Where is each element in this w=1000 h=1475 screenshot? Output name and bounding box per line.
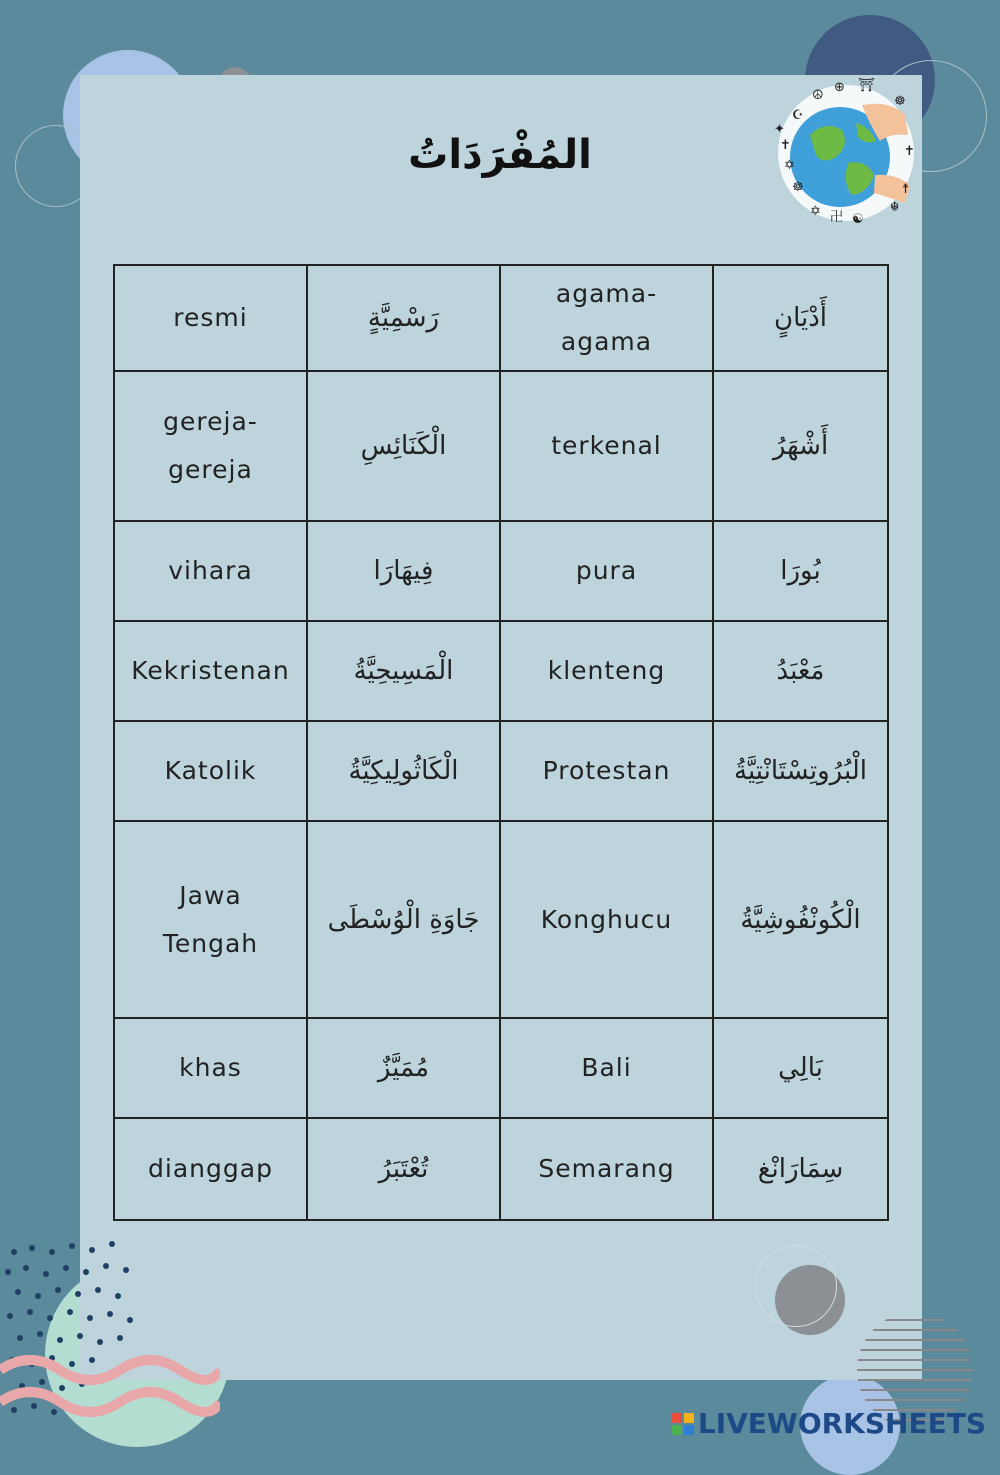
vocabulary-table <box>113 264 889 1221</box>
vocab-cell-indonesian: dianggap <box>114 1118 307 1220</box>
vocab-row <box>114 1118 888 1220</box>
vocab-cell-arabic: مَعْبَدُ <box>713 621 888 721</box>
vocab-cell-indonesian: Kekristenan <box>114 621 307 721</box>
svg-text:☸: ☸ <box>792 180 804 195</box>
vocab-cell-arabic: فِيهَارَا <box>307 521 500 621</box>
svg-text:☬: ☬ <box>890 200 900 215</box>
vocab-cell-arabic: تُعْتَبَرُ <box>307 1118 500 1220</box>
vocab-cell-arabic: الْبُرُوتِسْتَانْتِيَّةُ <box>713 721 888 821</box>
vocab-row <box>114 821 888 1018</box>
vocab-row <box>114 265 888 371</box>
vocab-cell-arabic: بُورَا <box>713 521 888 621</box>
svg-text:✦: ✦ <box>774 122 785 137</box>
vocab-cell-indonesian: Jawa Tengah <box>114 821 307 1018</box>
vocab-cell-indonesian: Konghucu <box>500 821 713 1018</box>
svg-text:✡: ✡ <box>784 158 795 173</box>
svg-text:✝: ✝ <box>904 144 915 159</box>
vocab-cell-indonesian: klenteng <box>500 621 713 721</box>
vocab-cell-arabic: الْكُونْفُوشِيَّةُ <box>713 821 888 1018</box>
vocab-cell-indonesian: pura <box>500 521 713 621</box>
svg-text:☨: ☨ <box>902 182 910 197</box>
svg-text:☸: ☸ <box>894 94 906 109</box>
vocab-cell-arabic: الْكَاثُولِيكِيَّةُ <box>307 721 500 821</box>
svg-text:卍: 卍 <box>830 210 844 225</box>
vocab-cell-arabic: أَشْهَرُ <box>713 371 888 521</box>
vocab-cell-indonesian: Protestan <box>500 721 713 821</box>
svg-text:⊕: ⊕ <box>834 80 845 95</box>
vocab-cell-indonesian: resmi <box>114 265 307 371</box>
liveworksheets-logo-icon <box>672 1413 694 1435</box>
vocab-row <box>114 521 888 621</box>
vocab-cell-indonesian: agama-agama <box>500 265 713 371</box>
svg-text:⛩: ⛩ <box>858 78 875 93</box>
svg-text:☪: ☪ <box>792 108 804 123</box>
svg-text:✡: ✡ <box>810 204 821 219</box>
vocab-cell-arabic: الْمَسِيحِيَّةُ <box>307 621 500 721</box>
vocab-row <box>114 721 888 821</box>
vocab-cell-arabic: أَدْيَانٍ <box>713 265 888 371</box>
vocab-cell-indonesian: terkenal <box>500 371 713 521</box>
vocab-cell-arabic: الْكَنَائِسِ <box>307 371 500 521</box>
vocab-cell-arabic: جَاوَةِ الْوُسْطَى <box>307 821 500 1018</box>
svg-text:☯: ☯ <box>852 212 864 227</box>
vocab-cell-arabic: سِمَارَانْغ <box>713 1118 888 1220</box>
vocab-row <box>114 621 888 721</box>
watermark <box>672 1407 986 1440</box>
vocab-cell-indonesian: Bali <box>500 1018 713 1118</box>
vocab-cell-indonesian: gereja- gereja <box>114 371 307 521</box>
page-title: المُفْرَدَاتُ <box>408 132 592 178</box>
vocab-row <box>114 1018 888 1118</box>
svg-text:✝: ✝ <box>780 138 791 153</box>
vocab-cell-indonesian: khas <box>114 1018 307 1118</box>
vocab-cell-arabic: رَسْمِيَّةٍ <box>307 265 500 371</box>
vocab-cell-indonesian: Semarang <box>500 1118 713 1220</box>
vocab-cell-arabic: بَالِي <box>713 1018 888 1118</box>
decor-ring-bottom <box>755 1245 837 1327</box>
vocab-cell-indonesian: vihara <box>114 521 307 621</box>
vocab-cell-arabic: مُمَيَّزٌ <box>307 1018 500 1118</box>
vocab-row <box>114 371 888 521</box>
svg-text:☮: ☮ <box>812 88 824 103</box>
watermark-label: LIVEWORKSHEETS <box>697 1407 986 1440</box>
vocab-cell-indonesian: Katolik <box>114 721 307 821</box>
decor-waves <box>0 1340 220 1440</box>
